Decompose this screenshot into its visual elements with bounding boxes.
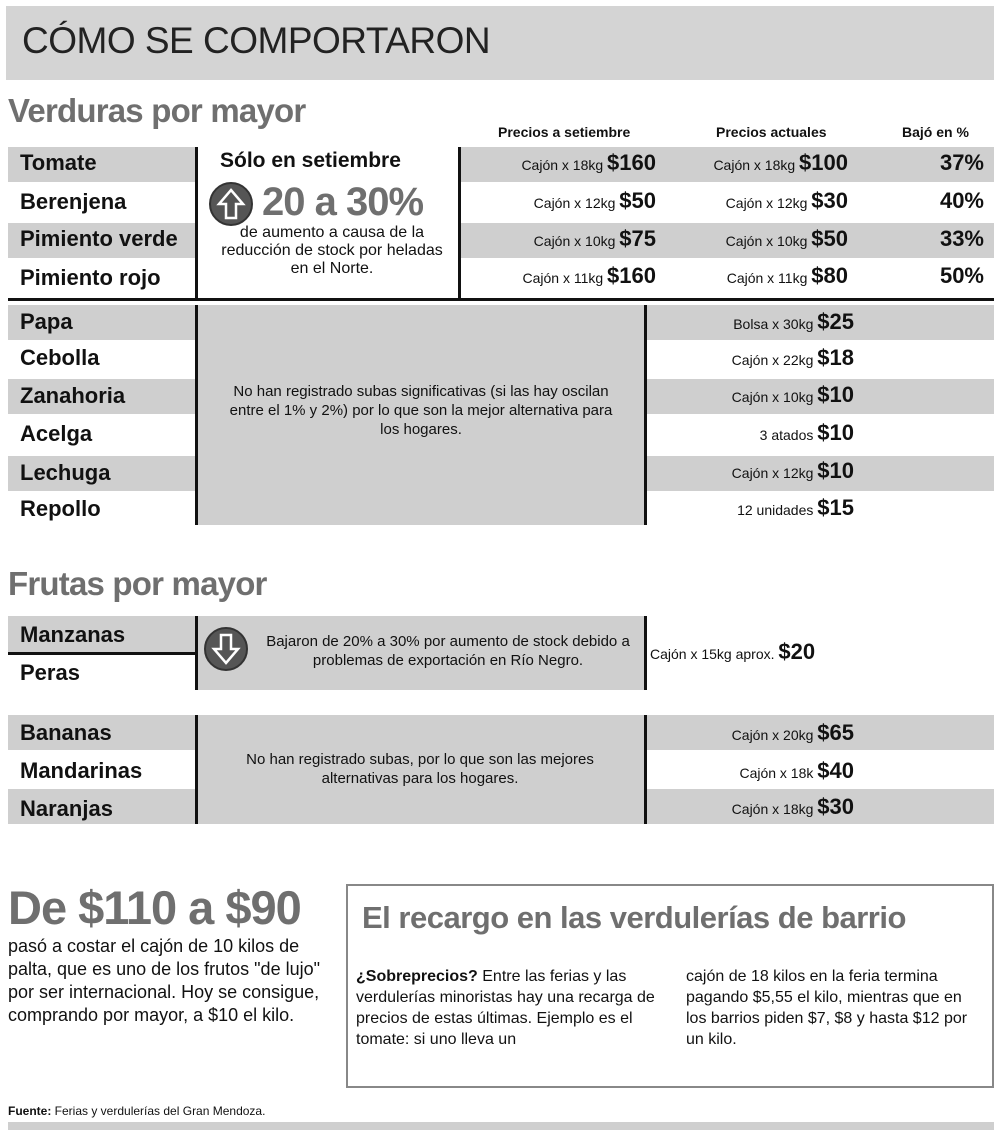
recargo-col1-text: Entre las ferias y las verdulerías minoristas hay una recarga de precios de estas últimas. Ejemplo es el tomate: si uno lleva un [356,968,655,1048]
drop-percent: 40% [939,188,984,213]
verduras-title: Verduras por mayor [8,92,306,129]
price-actual: Cajón x 12kg $30 [725,188,848,213]
header-sept: Precios a setiembre [498,124,631,140]
veg-name: Lechuga [20,460,111,485]
price-sept: Cajón x 11kg $160 [522,263,656,288]
veg-name: Zanahoria [20,383,126,408]
drop-percent: 37% [939,150,984,175]
price-sept: Cajón x 18kg $160 [521,150,656,175]
veg-name: Berenjena [20,189,127,214]
veg-name: Pimiento rojo [20,265,161,290]
drop-percent: 50% [939,263,984,288]
header-actual: Precios actuales [716,124,827,140]
price-sept: Cajón x 10kg $75 [533,226,656,251]
price-actual: Cajón x 18kg $30 [731,794,854,819]
source-note: Fuente: Ferias y verdulerías del Gran Mendoza. [8,1104,266,1118]
price-actual: Cajón x 10kg $10 [731,382,854,407]
veg-name: Repollo [20,496,101,521]
divider [195,616,198,690]
fruit-name: Manzanas [20,622,126,647]
divider [8,652,196,655]
price-actual: Cajón x 15kg aprox. $20 [650,639,816,664]
veg-name: Acelga [20,421,93,446]
price-actual: Bolsa x 30kg $25 [733,309,854,334]
divider [195,715,198,824]
price-actual: Cajón x 20kg $65 [731,720,854,745]
drop-percent: 33% [939,226,984,251]
fruit-name: Naranjas [20,796,113,821]
price-actual: Cajón x 10kg $50 [725,226,848,251]
recargo-lead: ¿Sobreprecios? [356,968,478,985]
drop-note: Bajaron de 20% a 30% por aumento de stock debido a problemas de exportación en Río Negro. [266,633,630,669]
price-actual: Cajón x 22kg $18 [731,345,854,370]
divider [195,305,198,525]
price-actual: Cajón x 18k $40 [739,758,854,783]
header-bajo: Bajó en % [902,124,969,140]
price-actual: 12 unidades $15 [737,495,854,520]
fruit-name: Mandarinas [20,758,143,783]
arrow-up-icon [209,182,253,226]
recargo-title: El recargo en las verdulerías de barrio [362,900,906,935]
note-title: Sólo en setiembre [220,149,401,172]
fruit-name: Bananas [20,720,112,745]
fruit-stable-note: No han registrado subas, por lo que son las mejores alternativas para los hogares. [246,751,594,787]
frutas-title: Frutas por mayor [8,565,267,602]
arrow-down-icon [204,627,248,671]
veg-name: Papa [20,309,73,334]
price-actual: Cajón x 12kg $10 [731,458,854,483]
divider [644,305,647,525]
note-big-percent: 20 a 30% [262,180,424,224]
price-actual: 3 atados $10 [759,420,854,445]
palta-text: pasó a costar el cajón de 10 kilos de palta, que es uno de los frutos "de lujo" por ser internacional. Hoy se consigue, comprando por mayor, a $10 el kilo. [8,936,320,1025]
price-actual: Cajón x 11kg $80 [726,263,848,288]
note-text: de aumento a causa de la reducción de stock por heladas en el Norte. [221,224,443,277]
palta-headline: De $110 a $90 [8,881,301,934]
divider [644,715,647,824]
divider [8,298,994,301]
divider [195,147,198,298]
fruit-name: Peras [20,660,80,685]
page-title: CÓMO SE COMPORTARON [22,20,491,61]
bottom-bar [8,1122,994,1130]
divider [458,147,461,298]
recargo-col1 [356,966,656,1050]
recargo-col2: cajón de 18 kilos en la feria termina pagando $5,55 el kilo, mientras que en los barrios piden $7, $8 y hasta $12 por un kilo. [686,968,968,1048]
price-sept: Cajón x 12kg $50 [533,188,656,213]
price-actual: Cajón x 18kg $100 [713,150,848,175]
stable-note: No han registrado subas significativas (si las hay oscilan entre el 1% y 2%) por lo que son la mejor alternativa para los hogares. [229,383,613,438]
veg-name: Tomate [20,150,97,175]
veg-name: Cebolla [20,345,100,370]
divider [644,616,647,690]
veg-name: Pimiento verde [20,226,178,251]
